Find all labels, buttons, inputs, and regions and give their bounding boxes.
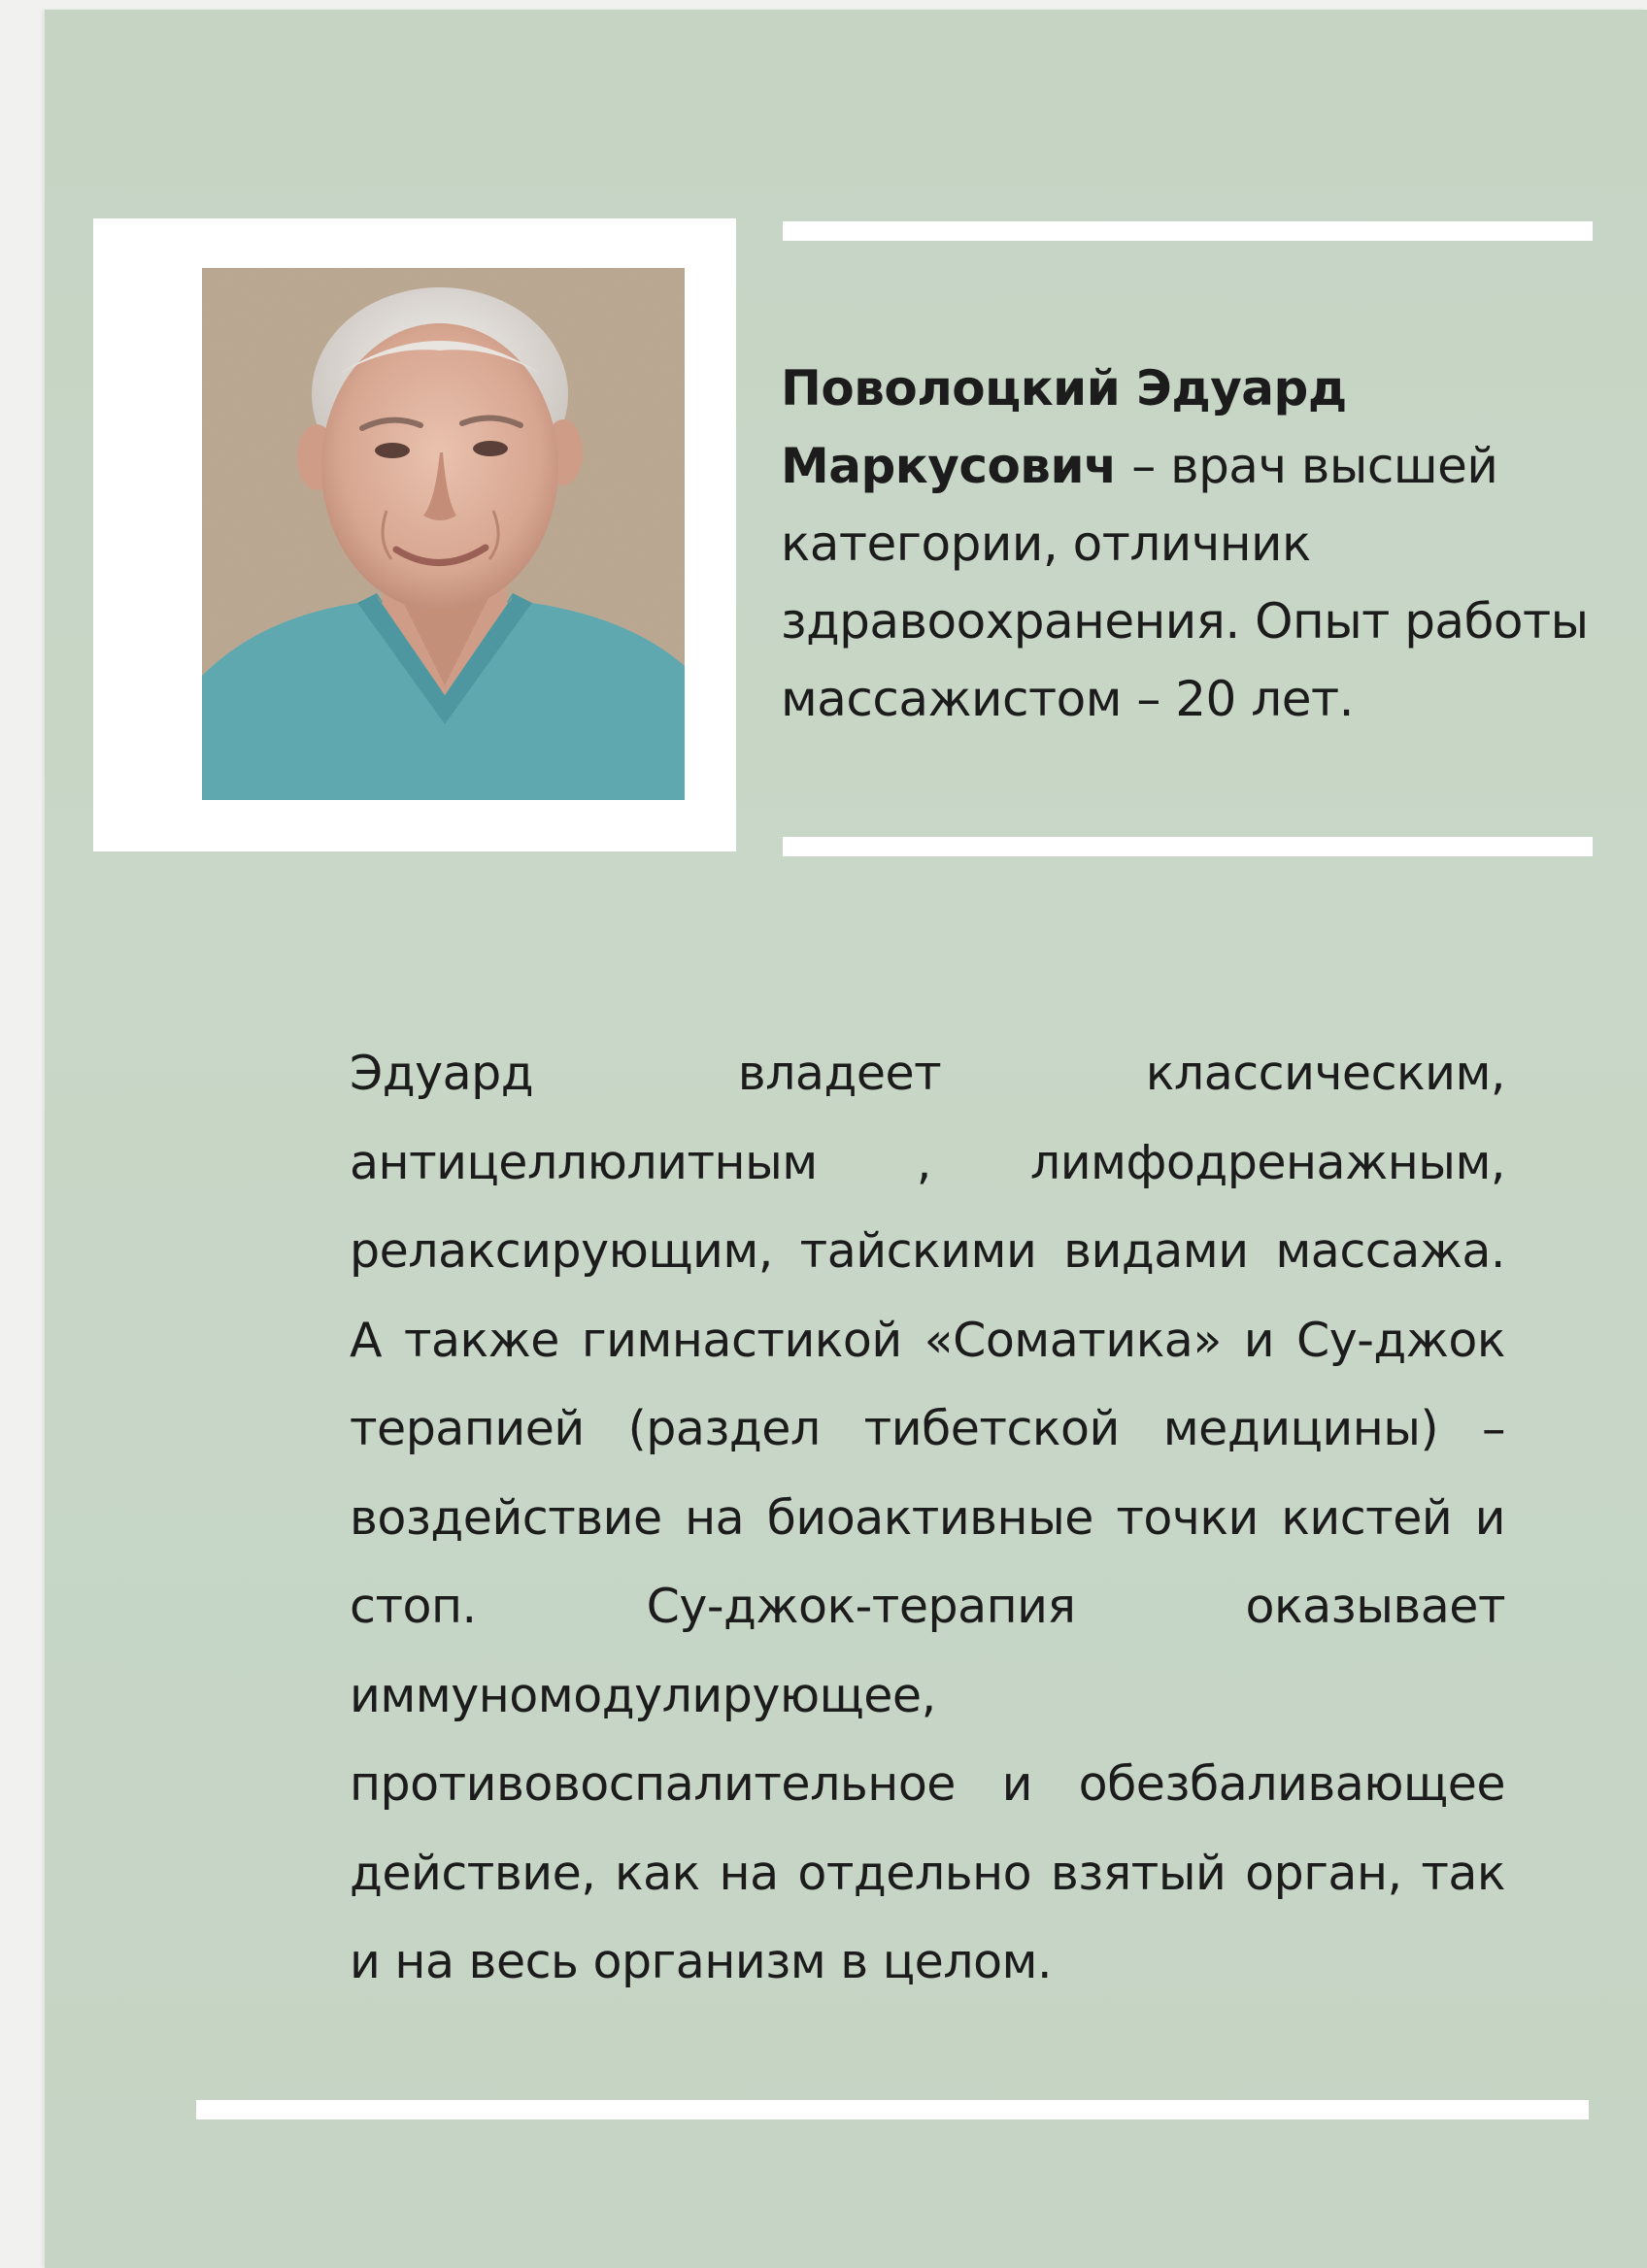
divider-line-bottom [196,2100,1589,2119]
divider-line-top [783,221,1593,241]
book-back-cover [45,10,1647,2268]
description-paragraph: Эдуард владеет классическим, антицеллюлитным , лимфодренажным, релаксирующим, тайскими видами массажа. А также гимнастикой «Соматика» и Су-джок терапией (раздел тибетской медицины) – воздействие на биоактивные точки кистей и стоп. Су-джок-терапия оказывает иммуномодулирующее, противовоспалительное и обезбаливающее действие, как на отдельно взятый орган, так и на весь организм в целом. [350,1046,1505,1989]
author-name: Поволоцкий Эдуард Маркусович [781,360,1347,494]
divider-line-middle [783,837,1593,856]
author-photo [202,268,685,800]
author-bio [781,350,1635,738]
photo-frame [93,218,736,851]
author-credentials: – врач высшей категории, отличник здравоохранения. Опыт работы массажистом – 20 лет. [781,438,1589,727]
